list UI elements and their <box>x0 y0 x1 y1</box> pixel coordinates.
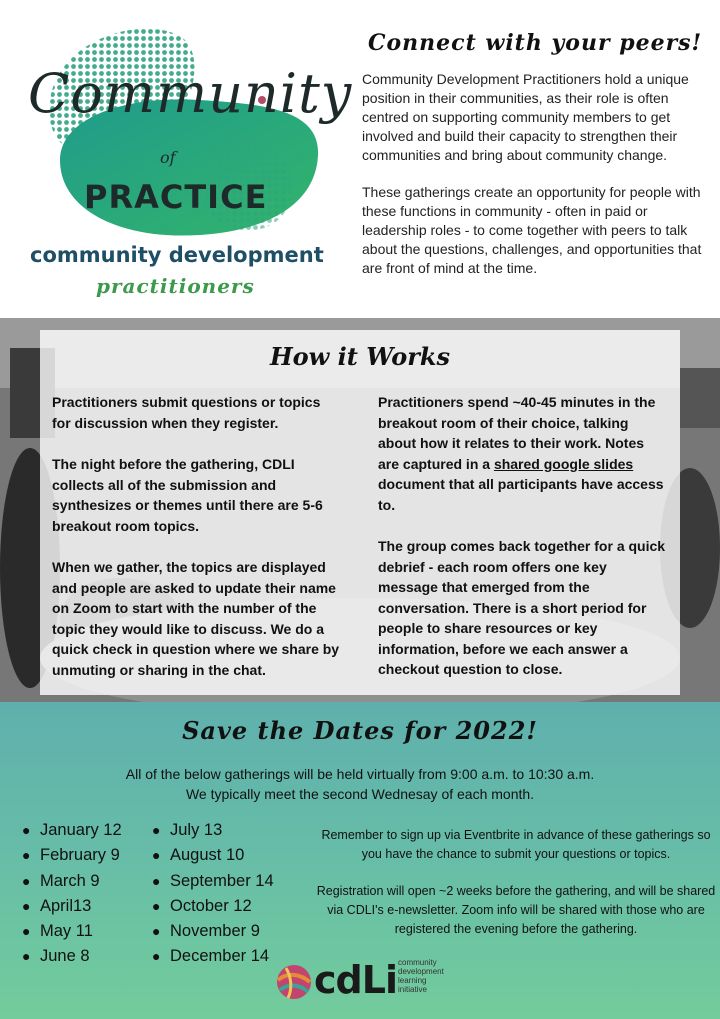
how-paragraph: The night before the gathering, CDLI collects all of the submission and synthesizes or themes until there are 5-6 breakout room topics. <box>52 456 323 534</box>
cdli-wordmark: cdLi <box>314 958 397 1002</box>
how-text: Practitioners spend ~40-45 minutes in the breakout room of their choice, talking about how it relates to their work. Notes are captured in a <box>378 394 656 472</box>
logo-word-community: Community <box>28 62 353 125</box>
date-item <box>152 818 274 843</box>
community-of-practice-logo <box>0 0 353 318</box>
date-text: July 13 <box>170 821 223 839</box>
date-text: June 8 <box>40 947 90 966</box>
date-text: October 12 <box>170 896 252 915</box>
logo-word-practice: PRACTICE <box>84 178 268 216</box>
dates-list-column-2 <box>152 818 274 970</box>
logo-word-of: of <box>160 148 176 167</box>
date-text: January 12 <box>40 821 122 839</box>
how-it-works-panel <box>40 330 680 695</box>
bullet-icon: ● <box>22 872 31 889</box>
bullet-icon: ● <box>152 897 161 914</box>
dates-subtext: All of the below gatherings will be held virtually from 9:00 a.m. to 10:30 a.m. <box>125 766 595 782</box>
date-item <box>22 818 122 843</box>
cdli-logo <box>272 952 472 1012</box>
date-item <box>22 869 122 894</box>
how-paragraph: Practitioners submit questions or topics for discussion when they register. <box>52 394 321 431</box>
date-text: November 9 <box>170 922 260 941</box>
date-text: February 9 <box>40 846 120 865</box>
date-text: August 10 <box>170 846 245 865</box>
cdli-subtitle-line: development <box>398 967 444 976</box>
date-text: April13 <box>40 896 92 915</box>
date-item <box>152 843 274 868</box>
date-item <box>152 919 274 944</box>
intro-heading: Connect with your peers! <box>368 30 703 56</box>
date-item <box>22 919 122 944</box>
how-it-works-heading: How it Works <box>269 342 451 371</box>
bullet-icon: ● <box>152 923 161 940</box>
how-paragraph: When we gather, the topics are displayed and people are asked to update their name on Zoom to start with the number of the topic they would like to discuss. We do a quick check in question where we share by unmuting or sharing in the chat. <box>52 559 340 678</box>
shared-google-slides-link[interactable]: shared google slides <box>493 455 634 472</box>
intro-paragraph: Community Development Practitioners hold a unique position in their communities, as their role is often centred on supporting community members to get involved and build their capacity to strengthen their communities and bring about community change. <box>362 71 689 163</box>
how-it-works-section <box>0 318 720 702</box>
how-right-column <box>378 392 668 701</box>
bullet-icon: ● <box>22 847 31 864</box>
date-item <box>152 944 274 969</box>
intro-paragraph: These gatherings create an opportunity for people with these functions in community - often in paid or leadership roles - to come together with peers to talk about the questions, challenges, and opportunities that are front of mind at the time. <box>362 184 702 276</box>
bullet-icon: ● <box>22 897 31 914</box>
bullet-icon: ● <box>152 948 161 965</box>
save-the-dates-section <box>0 702 720 1019</box>
save-the-dates-heading: Save the Dates for 2022! <box>182 716 538 745</box>
cdli-subtitle-line: initiative <box>398 985 427 994</box>
intro-section <box>0 0 720 318</box>
date-text: May 11 <box>40 922 93 941</box>
cdli-subtitle <box>398 958 468 994</box>
logo-community-development: community development <box>30 243 324 267</box>
date-text: September 14 <box>170 871 274 890</box>
date-item <box>22 894 122 919</box>
logo-practitioners: practitioners <box>96 274 255 298</box>
date-text: December 14 <box>170 947 270 966</box>
date-text: March 9 <box>40 871 100 890</box>
bullet-icon: ● <box>22 948 31 965</box>
cdli-subtitle-line: learning <box>398 976 427 985</box>
dates-list-column-1 <box>22 818 122 970</box>
yarn-ball-icon <box>274 962 314 1002</box>
bullet-icon: ● <box>22 822 31 838</box>
date-item <box>22 944 122 969</box>
bullet-icon: ● <box>152 847 161 864</box>
bullet-icon: ● <box>152 822 161 838</box>
cdli-subtitle-line: community <box>398 958 437 967</box>
registration-note: Registration will open ~2 weeks before the gathering, and will be shared via CDLI's e-newsletter. Zoom info will be shared with those who are registered the evening before the gathering. <box>316 884 716 936</box>
date-item <box>22 843 122 868</box>
dates-subtext: We typically meet the second Wednesay of each month. <box>185 786 535 802</box>
date-item <box>152 894 274 919</box>
how-left-column <box>52 392 342 701</box>
how-paragraph <box>378 392 668 515</box>
bullet-icon: ● <box>22 923 31 940</box>
how-paragraph: The group comes back together for a quick debrief - each room offers one key message that emerged from the conversation. There is a short period for people to share resources or key information, before we each answer a checkout question to close. <box>378 538 666 677</box>
how-text: document that all participants have access to. <box>378 476 664 513</box>
intro-text <box>362 30 710 296</box>
bullet-icon: ● <box>152 872 161 889</box>
eventbrite-note: Remember to sign up via Eventbrite in advance of these gatherings so you have the chance to submit your questions or topics. <box>321 828 711 861</box>
date-item <box>152 869 274 894</box>
